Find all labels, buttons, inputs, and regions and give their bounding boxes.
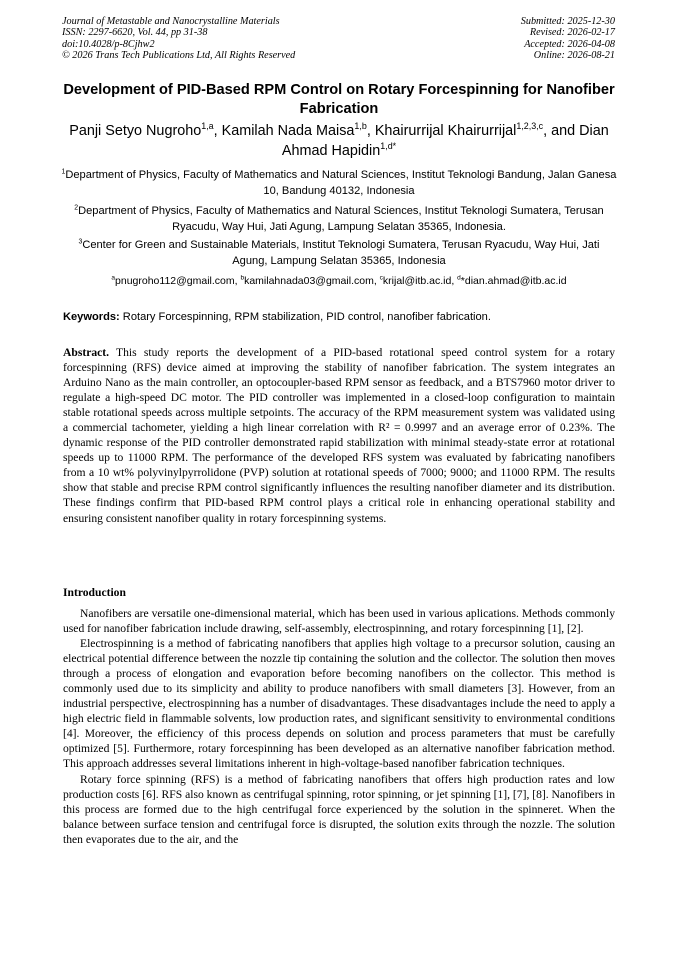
affiliation-2 [60,204,618,235]
email-address[interactable]: pnugroho112@gmail.com, [115,275,241,287]
paper-title: Development of PID-Based RPM Control on Rotary Forcespinning for Nanofiber Fabrication [63,82,615,117]
email-address[interactable]: kamilahnada03@gmail.com, [244,275,380,287]
author-affiliation-marker: 1,d* [380,140,397,151]
paragraph: Rotary force spinning (RFS) is a method of fabricating nanofibers that offers high production rates and low production costs [6]. RFS also known as centrifugal spinning, rotor spinning, or jet spinning [1], [7], [8]. Nanofibers in this process are formed due to the high centrifugal force experienced by the solution in the spinneret. When the balance between surface tension and centrifugal force is disrupted, the solution exits through the nozzle. The solution then evaporates due to the air, and the [63,772,615,846]
author-name: Dian Ahmad Hapidin [281,123,609,159]
author-affiliation-marker: 1,2,3,c [516,121,544,132]
revised-date: Revised: 2026-02-17 [529,27,615,39]
introduction-body [63,606,615,847]
online-date: Online: 2026-08-21 [533,50,615,62]
affiliation-number: 1 [61,168,66,176]
journal-doi[interactable]: doi:10.4028/p-8Cjhw2 [62,38,155,50]
journal-header-left [62,16,295,62]
affiliation-text: Department of Physics, Faculty of Mathematics and Natural Sciences, Institut Teknologi Sumatera, Terusan Ryacudu, Way Hui, Jati Agung, Lampung Selatan 35365, Indonesia. [78,205,604,233]
affiliation-1 [60,168,618,199]
affiliation-text: Department of Physics, Faculty of Mathematics and Natural Sciences, Institut Teknologi Bandung, Jalan Ganesa 10, Bandung 40132, Indonesia [65,169,617,197]
affiliation-number: 2 [74,204,79,212]
author-name: Panji Setyo Nugroho [69,123,202,139]
email-marker: b [240,274,245,282]
abstract-label: Abstract. [63,346,110,359]
abstract-text: This study reports the development of a PID-based rotational speed control system for a rotary forcespinning (RFS) device aimed at improving the stability of nanofiber fabrication. The system integrates an Arduino Nano as the main controller, an optocoupler-based RPM sensor as feedback, and a BTS7960 motor driver to regulate a high-speed DC motor. The PID controller was implemented in a closed-loop configuration to maintain stable rotational speeds across multiple setpoints. The accuracy of the RPM measurement system was validated using a commercial tachometer, yielding a high linear correlation with R² = 0.9997 and an average error of 0.23%. The dynamic response of the PID controller demonstrated rapid stabilization with minimal steady-state error at rotational speeds up to 11000 RPM. The performance of the developed RFS system was evaluated by fabricating nanofibers from a 10 wt% polyvinylpyrrolidone (PVP) solution at rotational speeds of 7000; 9000; and 11000 RPM. The results show that stable and precise RPM control significantly influences the resulting nanofiber diameter and its distribution. These findings confirm that PID-based RPM control plays a critical role in enhancing operational stability and ensuring consistent nanofiber quality in rotary forcespinning systems. [63,346,615,525]
author-name: Khairurrijal Khairurrijal [374,123,517,139]
author-affiliation-marker: 1,b [354,121,367,132]
email-marker: c [379,274,383,282]
paragraph: Nanofibers are versatile one-dimensional material, which has been used in various aplications. Methods commonly used for nanofiber fabrication include drawing, self-assembly, electrospinning, and rotary forcespinning [1], [2]. [63,607,615,636]
journal-copyright: © 2026 Trans Tech Publications Ltd, All Rights Reserved [62,50,296,62]
author-name: Kamilah Nada Maisa [221,123,355,139]
author-separator: , and [543,123,580,139]
journal-issn: ISSN: 2297-6620, Vol. 44, pp 31-38 [62,27,208,39]
submitted-date: Submitted: 2025-12-30 [520,16,615,27]
author-list [60,122,618,161]
keywords-section [63,310,618,324]
affiliation-text: Center for Green and Sustainable Materials, Institut Teknologi Sumatera, Terusan Ryacudu, Way Hui, Jati Agung, Lampung Selatan 35365, Indonesia [82,239,600,267]
author-separator: , [366,123,375,139]
keywords-label: Keywords: [63,311,120,323]
keywords-text: Rotary Forcespinning, RPM stabilization, PID control, nanofiber fabrication. [119,311,491,323]
author-emails [60,274,618,288]
email-address[interactable]: krijal@itb.ac.id, [382,275,458,287]
author-affiliation-marker: 1,a [201,121,214,132]
author-separator: , [213,123,222,139]
affiliation-3 [60,238,618,269]
journal-header-right [521,16,615,62]
abstract-section [63,345,615,526]
email-marker: d [457,274,461,282]
email-marker: a [111,274,116,282]
paragraph: Electrospinning is a method of fabricating nanofibers that applies high voltage to a precursor solution, causing an electrical potential difference between the nozzle tip containing the solution and the collector. The solution then moves through a process of elongation and evaporation before becoming nanofibers on the collector. This method is commonly used due to its simplicity and ability to produce nanofibers with small diameters [3]. However, from an industrial perspective, electrospinning has a number of disadvantages. These disadvantages include the need to apply a high electric field in flammable solvents, low production rates, and significant sensitivity to environmental conditions [4]. Moreover, the efficiency of this process depends on solution and process parameters that must be carefully optimized [5]. Furthermore, rotary forcespinning has been developed as an alternative nanofiber fabrication method. This approach addresses several limitations inherent in high-voltage-based nanofiber fabrication techniques. [63,637,615,771]
journal-name: Journal of Metastable and Nanocrystalline Materials [62,16,280,27]
introduction-heading: Introduction [63,586,126,599]
affiliation-number: 3 [78,238,83,246]
accepted-date: Accepted: 2026-04-08 [524,38,615,50]
email-address[interactable]: *dian.ahmad@itb.ac.id [460,275,567,287]
